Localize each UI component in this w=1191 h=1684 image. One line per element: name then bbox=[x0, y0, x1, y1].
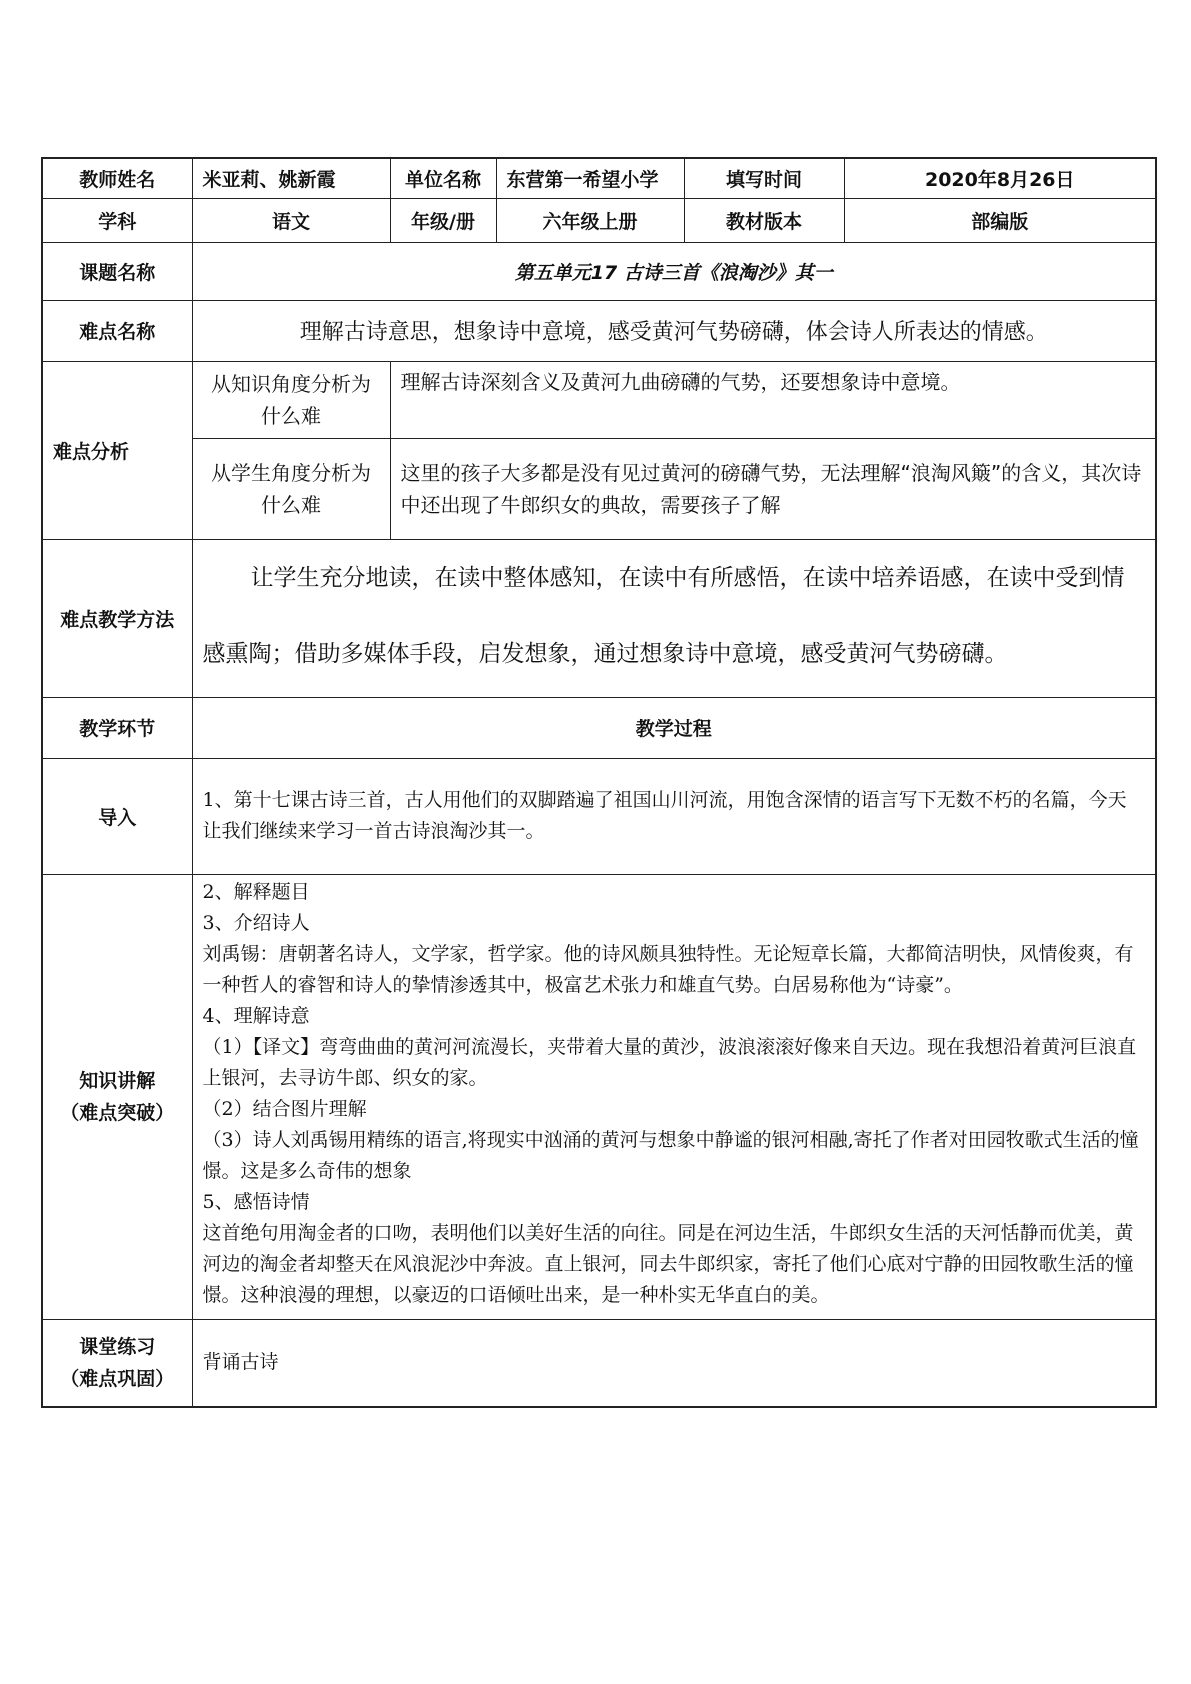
analysis-student-value: 这里的孩子大多都是没有见过黄河的磅礴气势，无法理解“浪淘风簸”的含义，其次诗中还出现了牛郎织女的典故，需要孩子了解 bbox=[390, 438, 1156, 539]
method-label: 难点教学方法 bbox=[42, 539, 192, 697]
difficulty-row bbox=[42, 300, 1156, 361]
lesson-plan-table bbox=[41, 157, 1157, 1408]
analysis-knowledge-label: 从知识角度分析为什么难 bbox=[192, 361, 390, 438]
knowledge-row bbox=[42, 874, 1156, 1319]
topic-value: 第五单元17 古诗三首《浪淘沙》其一 bbox=[192, 242, 1156, 300]
knowledge-content bbox=[192, 874, 1156, 1319]
method-row bbox=[42, 539, 1156, 697]
analysis-knowledge-row bbox=[42, 361, 1156, 438]
intro-text: 1、第十七课古诗三首，古人用他们的双脚踏遍了祖国山川河流，用饱含深情的语言写下无数不朽的名篇，今天让我们继续来学习一首古诗浪淘沙其一。 bbox=[192, 758, 1156, 874]
process-header-row bbox=[42, 697, 1156, 758]
topic-row bbox=[42, 242, 1156, 300]
header-row-2 bbox=[42, 198, 1156, 242]
topic-label: 课题名称 bbox=[42, 242, 192, 300]
knowledge-line: （1）【译文】弯弯曲曲的黄河河流漫长，夹带着大量的黄沙，波浪滚滚好像来自天边。现在我想沿着黄河巨浪直上银河，去寻访牛郎、织女的家。 bbox=[202, 1035, 1137, 1089]
knowledge-label-line-2: （难点突破） bbox=[60, 1101, 175, 1124]
analysis-student-row bbox=[42, 438, 1156, 539]
knowledge-line: 3、介绍诗人 bbox=[202, 911, 310, 934]
knowledge-line: 2、解释题目 bbox=[202, 880, 310, 903]
unit-value: 东营第一希望小学 bbox=[496, 158, 684, 198]
subject-label: 学科 bbox=[42, 198, 192, 242]
unit-label: 单位名称 bbox=[390, 158, 496, 198]
knowledge-line: 这首绝句用淘金者的口吻，表明他们以美好生活的向往。同是在河边生活，牛郎织女生活的天河恬静而优美，黄河边的淘金者却整天在风浪泥沙中奔波。直上银河，同去牛郎织家，寄托了他们心底对宁静的田园牧歌生活的憧憬。这种浪漫的理想，以豪迈的口语倾吐出来，是一种朴实无华直白的美。 bbox=[202, 1221, 1134, 1306]
grade-value: 六年级上册 bbox=[496, 198, 684, 242]
knowledge-line: 5、感悟诗情 bbox=[202, 1190, 310, 1213]
knowledge-label-line-1: 知识讲解 bbox=[79, 1069, 156, 1092]
difficulty-label: 难点名称 bbox=[42, 300, 192, 361]
practice-label-line-1: 课堂练习 bbox=[79, 1335, 156, 1358]
stage-header: 教学环节 bbox=[42, 697, 192, 758]
header-row-1 bbox=[42, 158, 1156, 198]
intro-label: 导入 bbox=[42, 758, 192, 874]
analysis-label: 难点分析 bbox=[42, 361, 192, 539]
knowledge-line: （2）结合图片理解 bbox=[202, 1097, 367, 1120]
grade-label: 年级/册 bbox=[390, 198, 496, 242]
difficulty-value: 理解古诗意思，想象诗中意境，感受黄河气势磅礴，体会诗人所表达的情感。 bbox=[192, 300, 1156, 361]
knowledge-line: （3）诗人刘禹锡用精练的语言,将现实中汹涌的黄河与想象中静谧的银河相融,寄托了作者对田园牧歌式生活的憧憬。这是多么奇伟的想象 bbox=[202, 1128, 1139, 1182]
intro-row bbox=[42, 758, 1156, 874]
knowledge-line: 刘禹锡：唐朝著名诗人，文学家，哲学家。他的诗风颇具独特性。无论短章长篇，大都简洁明快，风情俊爽，有一种哲人的睿智和诗人的挚情渗透其中，极富艺术张力和雄直气势。白居易称他为“诗豪”。 bbox=[202, 942, 1134, 996]
method-value: 让学生充分地读，在读中整体感知，在读中有所感悟，在读中培养语感，在读中受到情感熏陶；借助多媒体手段，启发想象，通过想象诗中意境，感受黄河气势磅礴。 bbox=[192, 539, 1156, 697]
knowledge-line: 4、理解诗意 bbox=[202, 1004, 310, 1027]
lesson-plan-table-wrapper bbox=[41, 157, 1155, 1408]
analysis-knowledge-value: 理解古诗深刻含义及黄河九曲磅礴的气势，还要想象诗中意境。 bbox=[390, 361, 1156, 438]
teacher-value: 米亚莉、姚新霞 bbox=[192, 158, 390, 198]
edition-label: 教材版本 bbox=[684, 198, 844, 242]
analysis-student-label: 从学生角度分析为什么难 bbox=[192, 438, 390, 539]
practice-row bbox=[42, 1319, 1156, 1407]
date-label: 填写时间 bbox=[684, 158, 844, 198]
practice-text: 背诵古诗 bbox=[192, 1319, 1156, 1407]
edition-value: 部编版 bbox=[844, 198, 1156, 242]
process-header: 教学过程 bbox=[192, 697, 1156, 758]
subject-value: 语文 bbox=[192, 198, 390, 242]
teacher-label: 教师姓名 bbox=[42, 158, 192, 198]
practice-label-line-2: （难点巩固） bbox=[60, 1367, 175, 1390]
practice-label bbox=[42, 1319, 192, 1407]
knowledge-label bbox=[42, 874, 192, 1319]
date-value: 2020年8月26日 bbox=[844, 158, 1156, 198]
